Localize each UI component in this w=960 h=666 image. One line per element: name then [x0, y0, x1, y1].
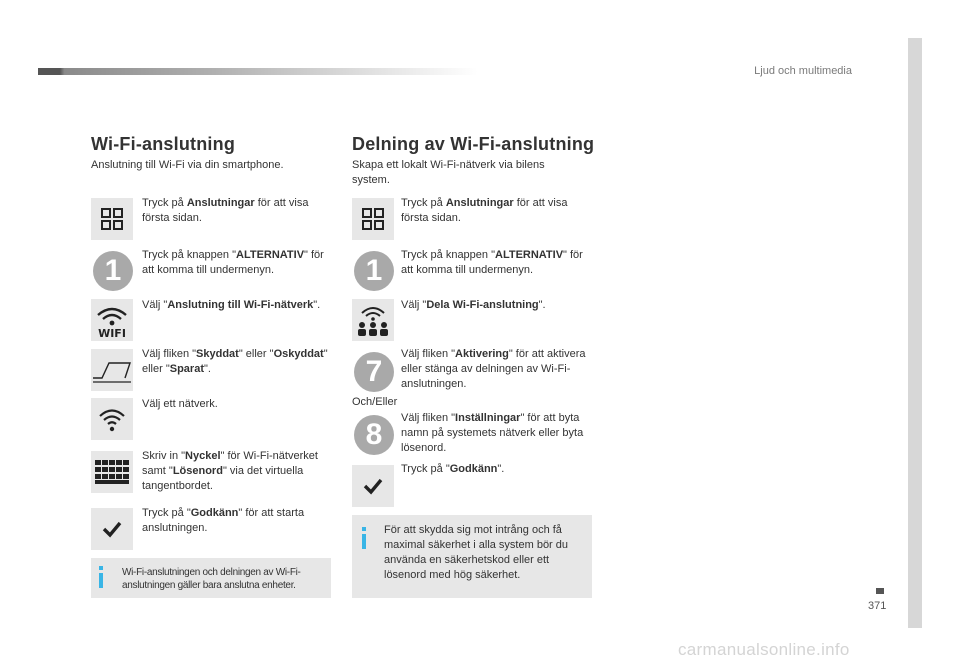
right-title: Delning av Wi-Fi-anslutning [352, 134, 595, 154]
step-number-badge: 1 [93, 251, 133, 291]
info-icon [99, 566, 103, 588]
left-intro: Anslutning till Wi-Fi via din smartphone. [91, 159, 284, 171]
right-info-box [352, 515, 592, 598]
wifi-icon-label: WIFI [98, 327, 126, 340]
och-eller-label: Och/Eller [352, 396, 398, 408]
page-sidebar [908, 38, 922, 628]
grid-apps-icon [91, 198, 133, 240]
step-number-badge: 8 [354, 415, 394, 455]
section-label: Ljud och multimedia [754, 65, 852, 77]
left-step-5-text: Välj ett nätverk. [142, 398, 218, 410]
right-step-6-text: Tryck på "Godkänn". [401, 463, 505, 475]
right-step-1-text: Tryck på Anslutningar för att visa första sidan. [401, 197, 568, 224]
page-marker [876, 588, 884, 594]
tab-icon [91, 349, 133, 391]
left-step-3-text: Välj "Anslutning till Wi-Fi-nätverk". [142, 299, 321, 311]
step-number-badge: 1 [354, 251, 394, 291]
wifi-signal-icon [91, 398, 133, 440]
check-icon [352, 465, 394, 507]
left-step-4-text: Välj fliken "Skyddat" eller "Oskyddat" eller "Sparat". [142, 348, 328, 375]
left-step-7-text: Tryck på "Godkänn" för att starta anslutningen. [142, 507, 305, 534]
info-icon [362, 527, 366, 549]
keyboard-icon [91, 451, 133, 493]
right-step-5-text: Välj fliken "Inställningar" för att byta namn på systemets nätverk eller byta lösenord. [401, 412, 584, 454]
check-icon [91, 508, 133, 550]
left-info-box [91, 558, 331, 598]
right-step-3-text: Välj "Dela Wi-Fi-anslutning". [401, 299, 546, 311]
left-info-text: Wi-Fi-anslutningen och delningen av Wi-Fi-anslutningen gäller bara anslutna enheter. [122, 567, 301, 591]
header-gradient-bar [38, 68, 478, 75]
right-info-text: För att skydda sig mot intrång och få maximal säkerhet i alla system bör du använda en säkerhetskod eller ett lösenord med hög säkerhet. [384, 524, 569, 581]
page-number: 371 [868, 600, 887, 612]
right-step-2-text: Tryck på knappen "ALTERNATIV" för att komma till undermenyn. [401, 249, 583, 276]
left-step-1-text: Tryck på Anslutningar för att visa första sidan. [142, 197, 309, 224]
hotspot-share-icon [352, 299, 394, 341]
wifi-icon [91, 299, 133, 341]
watermark: carmanualsonline.info [678, 640, 850, 659]
grid-apps-icon [352, 198, 394, 240]
left-step-6-text: Skriv in "Nyckel" för Wi-Fi-nätverket samt "Lösenord" via det virtuella tangentbordet. [142, 450, 318, 492]
left-title: Wi-Fi-anslutning [91, 134, 236, 154]
left-step-2-text: Tryck på knappen "ALTERNATIV" för att komma till undermenyn. [142, 249, 324, 276]
step-number-badge: 7 [354, 352, 394, 392]
right-step-4-text: Välj fliken "Aktivering" för att aktivera eller stänga av delningen av Wi-Fi-anslutningen. [401, 348, 586, 390]
right-intro: Skapa ett lokalt Wi-Fi-nätverk via bilens system. [352, 159, 545, 186]
